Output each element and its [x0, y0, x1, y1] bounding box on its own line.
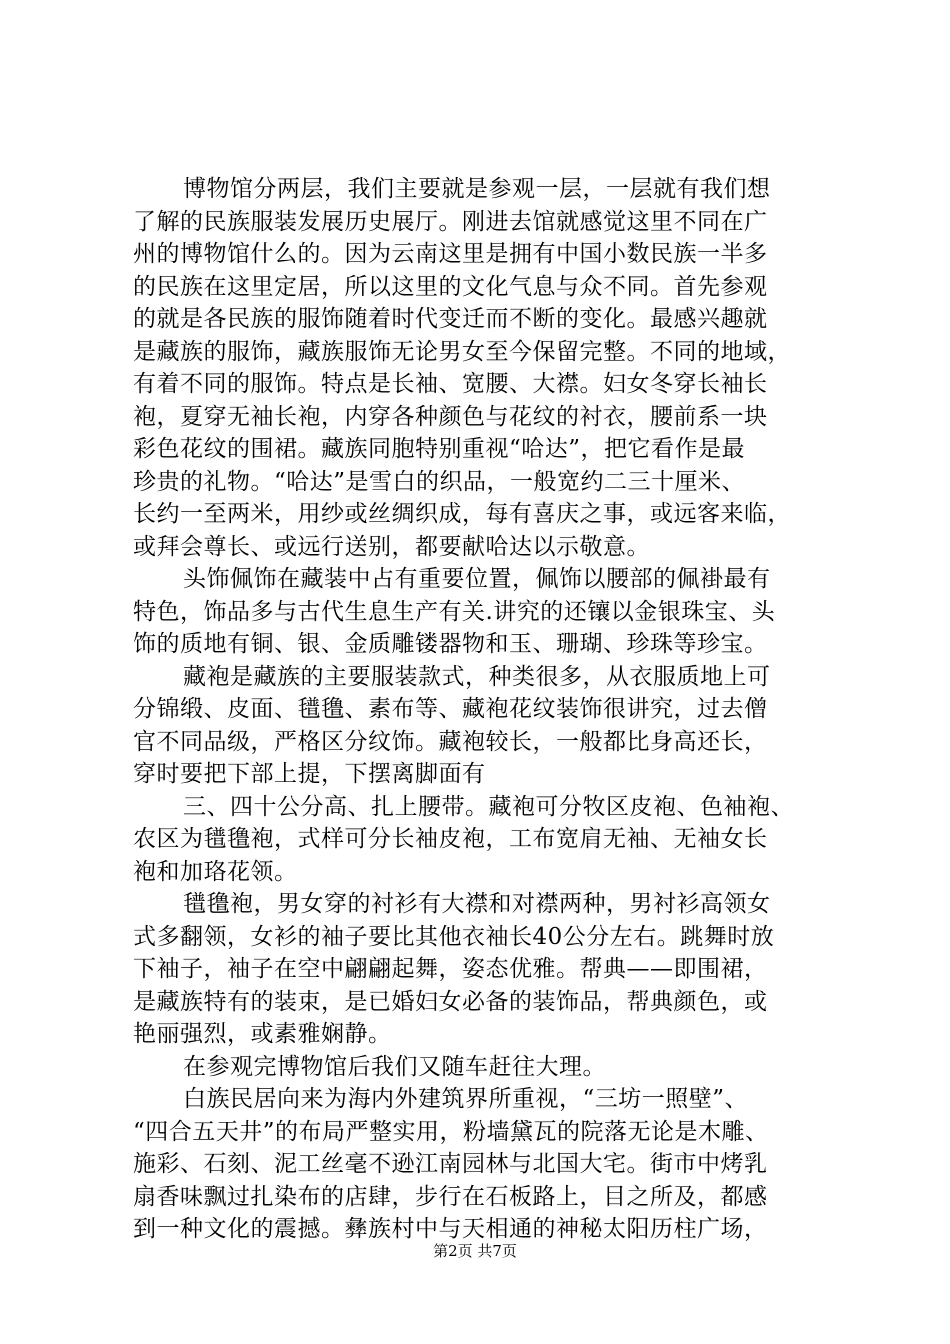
text-line: 在参观完博物馆后我们又随车赶往大理。: [183, 1053, 606, 1080]
text-line: 藏袍是藏族的主要服装款式，种类很多，从衣服质地上可: [183, 663, 771, 690]
text-line: “四合五天井”的布局严整实用，粉墙黛瓦的院落无论是木雕、: [133, 1118, 769, 1145]
text-line: 了解的民族服装发展历史展厅。刚进去馆就感觉这里不同在广: [133, 208, 768, 235]
paragraph: [133, 888, 833, 1051]
text-line: 袍，夏穿无袖长袍，内穿各种颜色与花纹的衬衣，腰前系一块: [133, 403, 768, 430]
text-line: 博物馆分两层，我们主要就是参观一层，一层就有我们想: [183, 176, 771, 202]
text-line: 是藏族的服饰，藏族服饰无论男女至今保留完整。不同的地域，: [133, 338, 791, 365]
text-line: 州的博物馆什么的。因为云南这里是拥有中国小数民族一半多: [133, 241, 768, 267]
text-line: 袍和加珞花领。: [133, 858, 298, 885]
paragraph: [133, 791, 833, 889]
text-line: 的民族在这里定居，所以这里的文化气息与众不同。首先参观: [133, 273, 768, 300]
text-line: 下袖子，袖子在空中翩翩起舞，姿态优雅。帮典——即围裙，: [133, 956, 768, 982]
text-line: 氆氇袍，男女穿的衬衫有大襟和对襟两种，男衬衫高领女: [183, 891, 771, 917]
text-line: 有着不同的服饰。特点是长袖、宽腰、大襟。妇女冬穿长袖长: [133, 371, 768, 397]
text-line: 珍贵的礼物。“哈达”是雪白的织品，一般宽约二三十厘米、: [133, 468, 746, 495]
text-line: 艳丽强烈，或素雅娴静。: [133, 1021, 392, 1047]
text-line: 分锦缎、皮面、氆氇、素布等、藏袍花纹装饰很讲究，过去僧: [133, 696, 768, 722]
paragraph: [133, 1083, 833, 1246]
paragraph: [133, 563, 833, 661]
paragraph: [133, 661, 833, 791]
text-line: 头饰佩饰在藏装中占有重要位置，佩饰以腰部的佩褂最有: [183, 566, 771, 592]
paragraph: [133, 1051, 833, 1084]
text-line: 的就是各民族的服饰随着时代变迁而不断的变化。最感兴趣就: [133, 306, 768, 332]
text-line: 官不同品级，严格区分纹饰。藏袍较长，一般都比身高还长，: [133, 728, 768, 755]
text-line: 三、四十公分高、扎上腰带。藏袍可分牧区皮袍、色袖袍、: [183, 793, 794, 820]
document-body: [133, 173, 833, 1246]
text-line: 特色，饰品多与古代生息生产有关.讲究的还镶以金银珠宝、头: [133, 598, 776, 625]
text-line: 穿时要把下部上提，下摆离脚面有: [133, 761, 486, 787]
paragraph: [133, 173, 833, 563]
text-line: 是藏族特有的装束，是已婚妇女必备的装饰品，帮典颜色，或: [133, 988, 768, 1015]
text-line: 扇香味飘过扎染布的店肆，步行在石板路上，目之所及，都感: [133, 1183, 768, 1210]
text-line: 式多翻领，女衫的袖子要比其他衣袖长40公分左右。跳舞时放: [133, 923, 775, 950]
text-line: 彩色花纹的围裙。藏族同胞特别重视“哈达”，把它看作是最: [133, 436, 746, 462]
text-line: 施彩、石刻、泥工丝毫不逊江南园林与北国大宅。街市中烤乳: [133, 1151, 768, 1177]
text-line: 到一种文化的震撼。彝族村中与天相通的神秘太阳历柱广场，: [133, 1216, 768, 1242]
text-line: 农区为氆氇袍，式样可分长袖皮袍，工布宽肩无袖、无袖女长: [133, 826, 768, 852]
text-line: 长约一至两米，用纱或丝绸织成，每有喜庆之事，或远客来临，: [133, 501, 791, 527]
text-line: 或拜会尊长、或远行送别，都要献哈达以示敬意。: [133, 533, 650, 560]
page-footer: 第2页 共7页: [433, 1242, 517, 1260]
text-line: 饰的质地有铜、银、金质雕镂器物和玉、珊瑚、珍珠等珍宝。: [133, 631, 768, 657]
text-line: 白族民居向来为海内外建筑界所重视，“三坊一照壁”、: [183, 1086, 749, 1112]
